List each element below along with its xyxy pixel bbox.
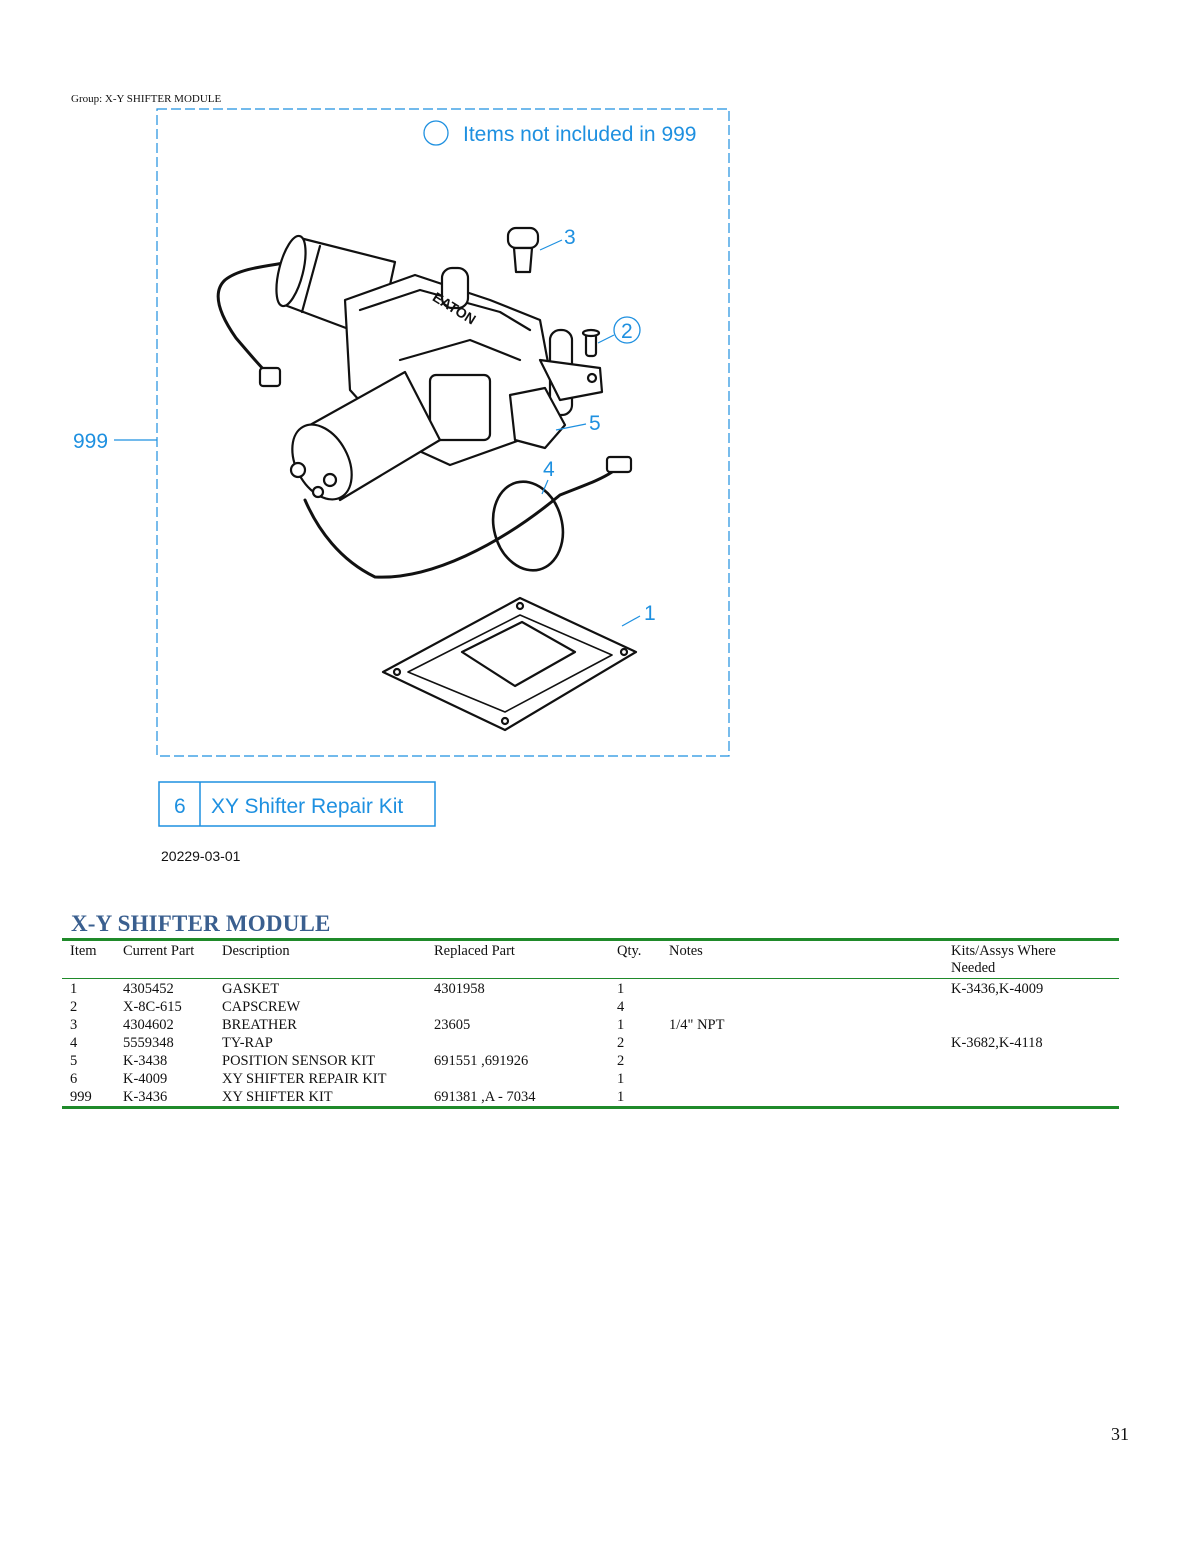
cell-notes: 1/4" NPT	[669, 1017, 725, 1033]
kit-box-label: XY Shifter Repair Kit	[211, 795, 404, 818]
cell-current-part: 5559348	[123, 1035, 174, 1051]
header-replaced-part: Replaced Part	[434, 943, 515, 959]
legend-circle-icon	[424, 121, 448, 145]
page-number: 31	[1111, 1424, 1129, 1444]
callout-2: 2	[621, 320, 633, 343]
drawing-number: 20229-03-01	[161, 848, 241, 864]
header-description: Description	[222, 943, 290, 959]
table-row	[62, 1034, 1119, 1052]
cell-replaced-part: 4301958	[434, 981, 485, 997]
exploded-parts-illustration	[60, 100, 760, 880]
table-row	[62, 1070, 1119, 1088]
cell-kits	[943, 1070, 1119, 1088]
cell-kits	[943, 1052, 1119, 1070]
cell-item: 6	[70, 1071, 78, 1087]
cell-notes	[661, 979, 943, 999]
group-label: Group: X-Y SHIFTER MODULE	[71, 93, 222, 105]
cell-notes	[661, 1034, 943, 1052]
header-kits	[943, 940, 1119, 979]
cell-item: 2	[70, 999, 78, 1015]
shifter-assembly-drawing	[218, 228, 636, 730]
breather-thread	[514, 248, 532, 272]
kit-box-item: 6	[174, 795, 186, 818]
cell-qty: 2	[617, 1053, 625, 1069]
cell-notes	[661, 1052, 943, 1070]
cell-qty: 1	[617, 1071, 625, 1087]
cell-kits	[943, 1016, 1119, 1034]
parts-drawing-svg	[60, 100, 760, 880]
lower-connector-icon	[607, 457, 631, 472]
callout-4: 4	[543, 458, 555, 481]
cell-replaced-part: 23605	[434, 1017, 471, 1033]
cell-item: 1	[70, 981, 78, 997]
callout-3-leader	[540, 240, 562, 250]
cell-current-part: K-3436	[123, 1089, 168, 1105]
cell-description: CAPSCREW	[222, 999, 301, 1015]
cell-qty: 1	[617, 1017, 625, 1033]
callout-1: 1	[644, 602, 656, 625]
cell-item: 5	[70, 1053, 78, 1069]
cell-qty: 4	[617, 999, 625, 1015]
parts-table	[62, 938, 1119, 1109]
header-kits-label: Kits/Assys Where Needed	[951, 943, 1056, 976]
table-row	[62, 979, 1119, 999]
ty-rap-loop	[484, 474, 573, 579]
breather-cap	[508, 228, 538, 248]
cell-description: XY SHIFTER KIT	[222, 1089, 333, 1105]
cell-item: 999	[70, 1089, 92, 1105]
front-mounting-block	[430, 375, 490, 440]
cell-description: XY SHIFTER REPAIR KIT	[222, 1071, 387, 1087]
cell-replaced-part: 691381 ,A - 7034	[434, 1089, 536, 1105]
cell-kits: K-3682,K-4118	[951, 1035, 1043, 1051]
cell-current-part: 4304602	[123, 1017, 174, 1033]
cell-notes	[661, 1088, 943, 1108]
housing-logo-text: EATON	[429, 288, 479, 328]
callout-999: 999	[73, 430, 109, 453]
cell-replaced-part	[426, 1070, 609, 1088]
table-row	[62, 1016, 1119, 1034]
cell-item: 3	[70, 1017, 78, 1033]
cell-qty: 2	[617, 1035, 625, 1051]
cell-kits	[943, 1088, 1119, 1108]
cell-description: BREATHER	[222, 1017, 297, 1033]
cell-qty: 1	[617, 981, 625, 997]
cell-item: 4	[70, 1035, 78, 1051]
cell-kits	[943, 998, 1119, 1016]
cell-current-part: K-3438	[123, 1053, 168, 1069]
header-qty: Qty.	[617, 943, 642, 959]
cell-replaced-part	[426, 998, 609, 1016]
header-current-part: Current Part	[123, 943, 195, 959]
callout-2-leader	[598, 335, 614, 343]
table-row	[62, 998, 1119, 1016]
callout-1-leader	[622, 616, 640, 626]
cell-kits: K-3436,K-4009	[951, 981, 1044, 997]
cell-description: TY-RAP	[222, 1035, 273, 1051]
callout-3: 3	[564, 226, 576, 249]
cell-replaced-part	[426, 1034, 609, 1052]
cell-current-part: X-8C-615	[123, 999, 182, 1015]
cell-current-part: 4305452	[123, 981, 174, 997]
cell-notes	[661, 998, 943, 1016]
upper-connector-icon	[260, 368, 280, 386]
legend-text: Items not included in 999	[463, 123, 697, 146]
header-item: Item	[70, 943, 97, 959]
parts-table-header	[62, 940, 1119, 979]
cell-description: GASKET	[222, 981, 280, 997]
cell-notes	[661, 1070, 943, 1088]
table-row	[62, 1088, 1119, 1108]
table-row	[62, 1052, 1119, 1070]
cell-description: POSITION SENSOR KIT	[222, 1053, 376, 1069]
section-title: X-Y SHIFTER MODULE	[71, 911, 331, 936]
cell-replaced-part: 691551 ,691926	[434, 1053, 529, 1069]
callout-5: 5	[589, 412, 601, 435]
cell-qty: 1	[617, 1089, 625, 1105]
cell-current-part: K-4009	[123, 1071, 168, 1087]
header-notes: Notes	[669, 943, 703, 959]
